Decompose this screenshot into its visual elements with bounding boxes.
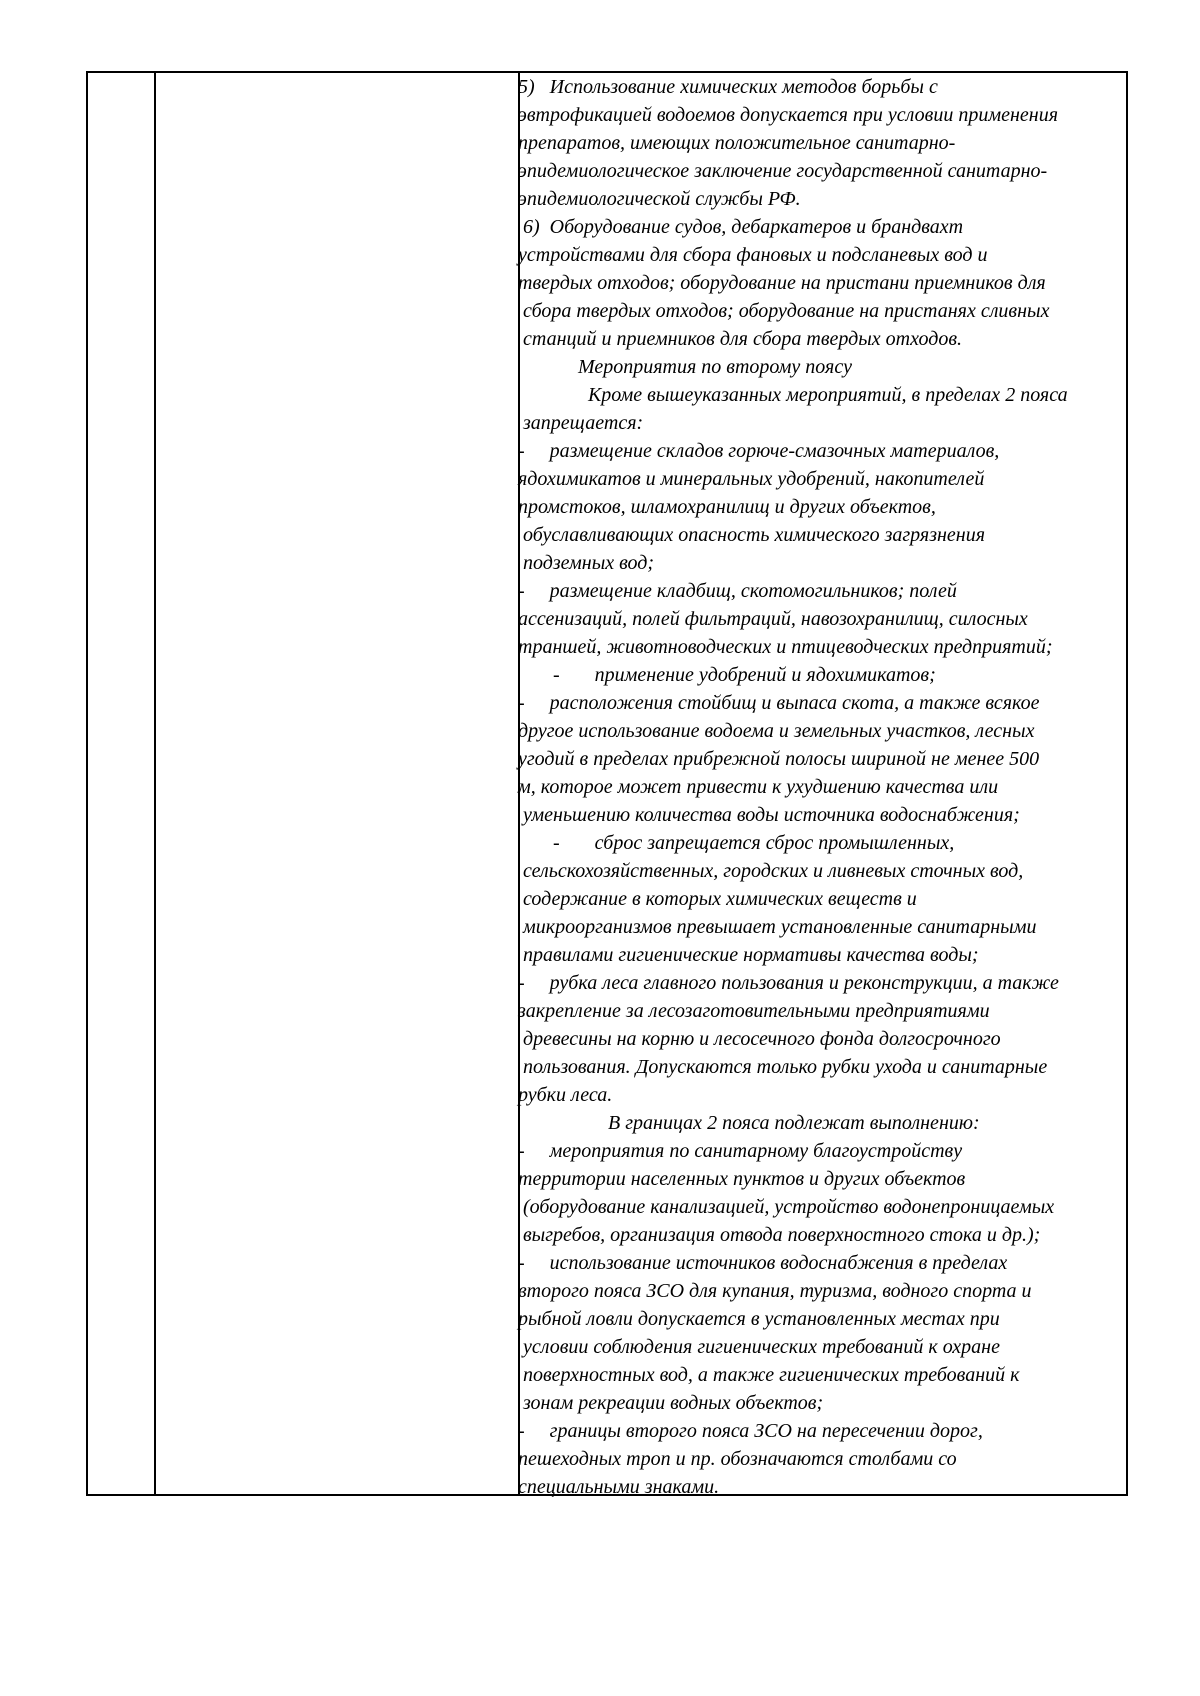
text-line: - сброс запрещается сброс промышленных, — [518, 832, 955, 854]
text-line: твердых отходов; оборудование на пристани приемников для — [518, 272, 1046, 294]
text-line: эвтрофикацией водоемов допускается при условии применения — [518, 104, 1058, 126]
text-line: устройствами для сбора фановых и подсланевых вод и — [518, 244, 988, 266]
text-line: рыбной ловли допускается в установленных местах при — [518, 1308, 1000, 1330]
text-line: сельскохозяйственных, городских и ливневых сточных вод, — [518, 860, 1024, 882]
text-line: древесины на корню и лесосечного фонда долгосрочного — [518, 1028, 1001, 1050]
text-line: ядохимикатов и минеральных удобрений, накопителей — [518, 468, 985, 490]
text-line: 5) Использование химических методов борьбы с — [518, 76, 938, 98]
text-line: В границах 2 пояса подлежат выполнению: — [518, 1112, 980, 1134]
text-line: Мероприятия по второму поясу — [518, 356, 852, 378]
text-line: поверхностных вод, а также гигиенических требований к — [518, 1364, 1020, 1386]
text-line: промстоков, шламохранилищ и других объектов, — [518, 496, 936, 518]
text-line: 6) Оборудование судов, дебаркатеров и брандвахт — [518, 216, 964, 238]
text-line: выгребов, организация отвода поверхностного стока и др.); — [518, 1224, 1041, 1246]
text-line: препаратов, имеющих положительное санитарно- — [518, 132, 956, 154]
measures-text-cell — [518, 73, 1124, 1501]
document-table — [86, 71, 1128, 1496]
text-line: - размещение складов горюче-смазочных материалов, — [518, 440, 1000, 462]
text-line: - применение удобрений и ядохимикатов; — [518, 664, 936, 686]
text-line: угодий в пределах прибрежной полосы шириной не менее 500 — [518, 748, 1040, 770]
text-line: рубки леса. — [518, 1084, 613, 1106]
text-line: - мероприятия по санитарному благоустройству — [518, 1140, 963, 1162]
text-line: территории населенных пунктов и других объектов — [518, 1168, 966, 1190]
text-line: траншей, животноводческих и птицеводческих предприятий; — [518, 636, 1053, 658]
text-line: условии соблюдения гигиенических требований к охране — [518, 1336, 1000, 1358]
text-line: подземных вод; — [518, 552, 655, 574]
text-line: пешеходных троп и пр. обозначаются столбами со — [518, 1448, 957, 1470]
text-line: уменьшению количества воды источника водоснабжения; — [518, 804, 1020, 826]
text-line: - границы второго пояса ЗСО на пересечении дорог, — [518, 1420, 983, 1442]
text-line: эпидемиологической службы РФ. — [518, 188, 801, 210]
text-line: (оборудование канализацией, устройство водонепроницаемых — [518, 1196, 1055, 1218]
text-line: эпидемиологическое заключение государственной санитарно- — [518, 160, 1048, 182]
text-line: запрещается: — [518, 412, 644, 434]
column-divider-1 — [154, 73, 156, 1494]
text-line: специальными знаками. — [518, 1476, 720, 1498]
text-line: закрепление за лесозаготовительными предприятиями — [518, 1000, 990, 1022]
text-line: сбора твердых отходов; оборудование на пристанях сливных — [518, 300, 1050, 322]
text-line: содержание в которых химических веществ и — [518, 888, 917, 910]
text-line: пользования. Допускаются только рубки ухода и санитарные — [518, 1056, 1048, 1078]
text-line: микроорганизмов превышает установленные санитарными — [518, 916, 1037, 938]
text-line: - расположения стойбищ и выпаса скота, а также всякое — [518, 692, 1040, 714]
text-line: Кроме вышеуказанных мероприятий, в пределах 2 пояса — [518, 384, 1068, 406]
text-line: ассенизаций, полей фильтраций, навозохранилищ, силосных — [518, 608, 1028, 630]
text-line: - размещение кладбищ, скотомогильников; полей — [518, 580, 957, 602]
text-line: станций и приемников для сбора твердых отходов. — [518, 328, 963, 350]
text-line: - рубка леса главного пользования и реконструкции, а также — [518, 972, 1059, 994]
text-line: другое использование водоема и земельных участков, лесных — [518, 720, 1035, 742]
text-line: м, которое может привести к ухудшению качества или — [518, 776, 999, 798]
text-line: второго пояса ЗСО для купания, туризма, водного спорта и — [518, 1280, 1032, 1302]
text-line: - использование источников водоснабжения в пределах — [518, 1252, 1008, 1274]
text-line: обуславливающих опасность химического загрязнения — [518, 524, 986, 546]
text-line: зонам рекреации водных объектов; — [518, 1392, 824, 1414]
text-line: правилами гигиенические нормативы качества воды; — [518, 944, 979, 966]
